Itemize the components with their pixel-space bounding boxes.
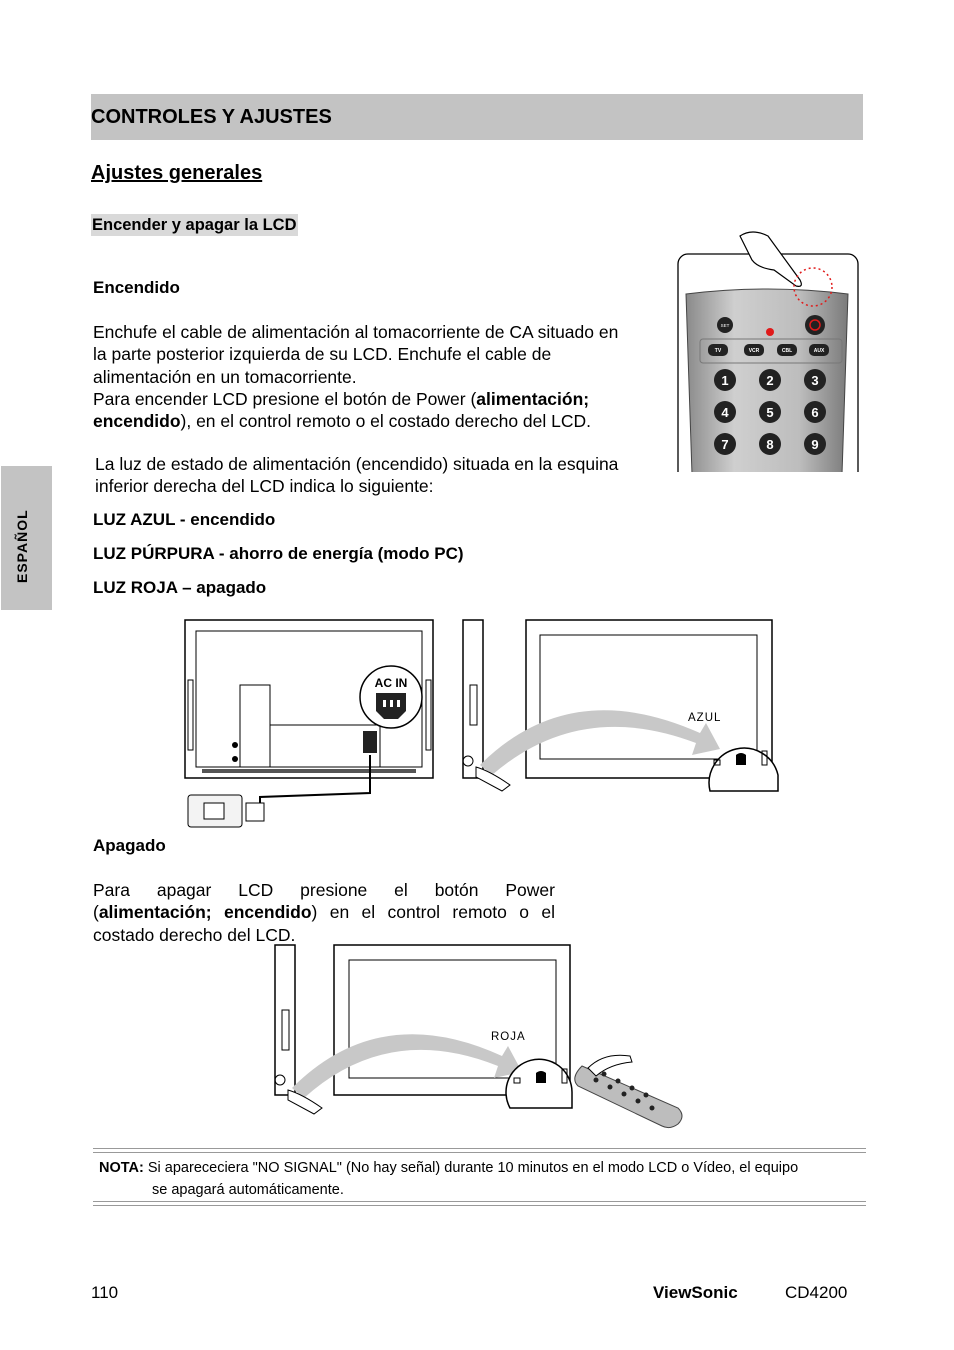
- text-line: Enchufe el cable de alimentación al tomacorriente de CA situado en: [93, 322, 619, 342]
- svg-text:5: 5: [766, 405, 774, 420]
- light-red-text: LUZ ROJA – apagado: [93, 578, 267, 597]
- svg-text:1: 1: [721, 373, 729, 388]
- nota-bottom-rule: [93, 1201, 866, 1202]
- svg-text:VCR: VCR: [748, 348, 760, 354]
- svg-text:2: 2: [766, 373, 774, 388]
- svg-text:3: 3: [811, 373, 819, 388]
- text-line: alimentación en un tomacorriente.: [93, 366, 357, 387]
- footer-model: CD4200: [785, 1283, 848, 1302]
- text-line: (alimentación; encendido) en el control remoto o el: [93, 902, 555, 923]
- text-line: Para apagar LCD presione el botón Power: [93, 880, 555, 900]
- lcd-side-view: [275, 945, 295, 1095]
- language-label: ESPAÑOL: [14, 509, 30, 583]
- text-line: costado derecho del LCD.: [93, 924, 296, 945]
- apagado-heading: Apagado: [93, 836, 166, 855]
- svg-text:CBL: CBL: [781, 348, 793, 354]
- svg-text:4: 4: [721, 405, 729, 420]
- svg-text:TV: TV: [714, 348, 722, 354]
- remote-control-illustration: [672, 222, 864, 474]
- nota-top-rule: [93, 1148, 866, 1149]
- ac-in-callout: [360, 666, 422, 728]
- svg-text:AUX: AUX: [813, 348, 825, 354]
- svg-text:9: 9: [811, 437, 819, 452]
- text-line: Para encender LCD presione el botón de Power (alimentación;: [93, 388, 590, 409]
- text-line: la parte posterior izquierda de su LCD. Enchufe el cable de: [93, 344, 552, 365]
- power-off-figure: [270, 940, 690, 1140]
- status-light-paragraph: [95, 453, 675, 498]
- svg-text:ROJA: ROJA: [491, 1031, 526, 1043]
- footer-brand: ViewSonic: [653, 1283, 738, 1302]
- svg-text:SET: SET: [720, 323, 730, 328]
- light-purple-text: LUZ PÚRPURA - ahorro de energía (modo PC): [93, 544, 464, 563]
- lcd-side-view: [463, 620, 483, 778]
- svg-text:6: 6: [811, 405, 819, 420]
- page-number: 110: [91, 1283, 119, 1302]
- nota-text: [99, 1157, 864, 1201]
- svg-text:8: 8: [766, 437, 774, 452]
- svg-text:7: 7: [721, 437, 729, 452]
- text-line: La luz de estado de alimentación (encendido) situada en la esquina: [95, 454, 619, 474]
- svg-text:AC IN: AC IN: [374, 676, 408, 690]
- power-button: [805, 315, 825, 335]
- status-led: [766, 328, 774, 336]
- handheld-remote-icon: [575, 1055, 682, 1127]
- subsection-title: Encender y apagar la LCD: [92, 216, 297, 234]
- svg-text:AZUL: AZUL: [688, 712, 722, 724]
- encendido-paragraph: [93, 321, 673, 432]
- text-line: se apagará automáticamente.: [152, 1182, 344, 1198]
- power-on-figure: [180, 615, 780, 835]
- encendido-heading: Encendido: [93, 278, 180, 297]
- nota-top-rule: [93, 1152, 866, 1153]
- text-line: encendido), en el control remoto o el costado derecho del LCD.: [93, 411, 592, 432]
- apagado-paragraph: [93, 879, 555, 946]
- text-line: inferior derecha del LCD indica lo siguiente:: [95, 476, 434, 497]
- light-blue-text: LUZ AZUL - encendido: [93, 510, 276, 529]
- subtitle: Ajustes generales: [91, 162, 263, 184]
- plug-icon: [246, 803, 264, 821]
- section-title: CONTROLES Y AJUSTES: [91, 106, 332, 128]
- nota-bottom-rule: [93, 1205, 866, 1206]
- text-line: NOTA: Si aparececiera "NO SIGNAL" (No hay señal) durante 10 minutos en el modo LCD o Vídeo, el equipo: [99, 1160, 799, 1176]
